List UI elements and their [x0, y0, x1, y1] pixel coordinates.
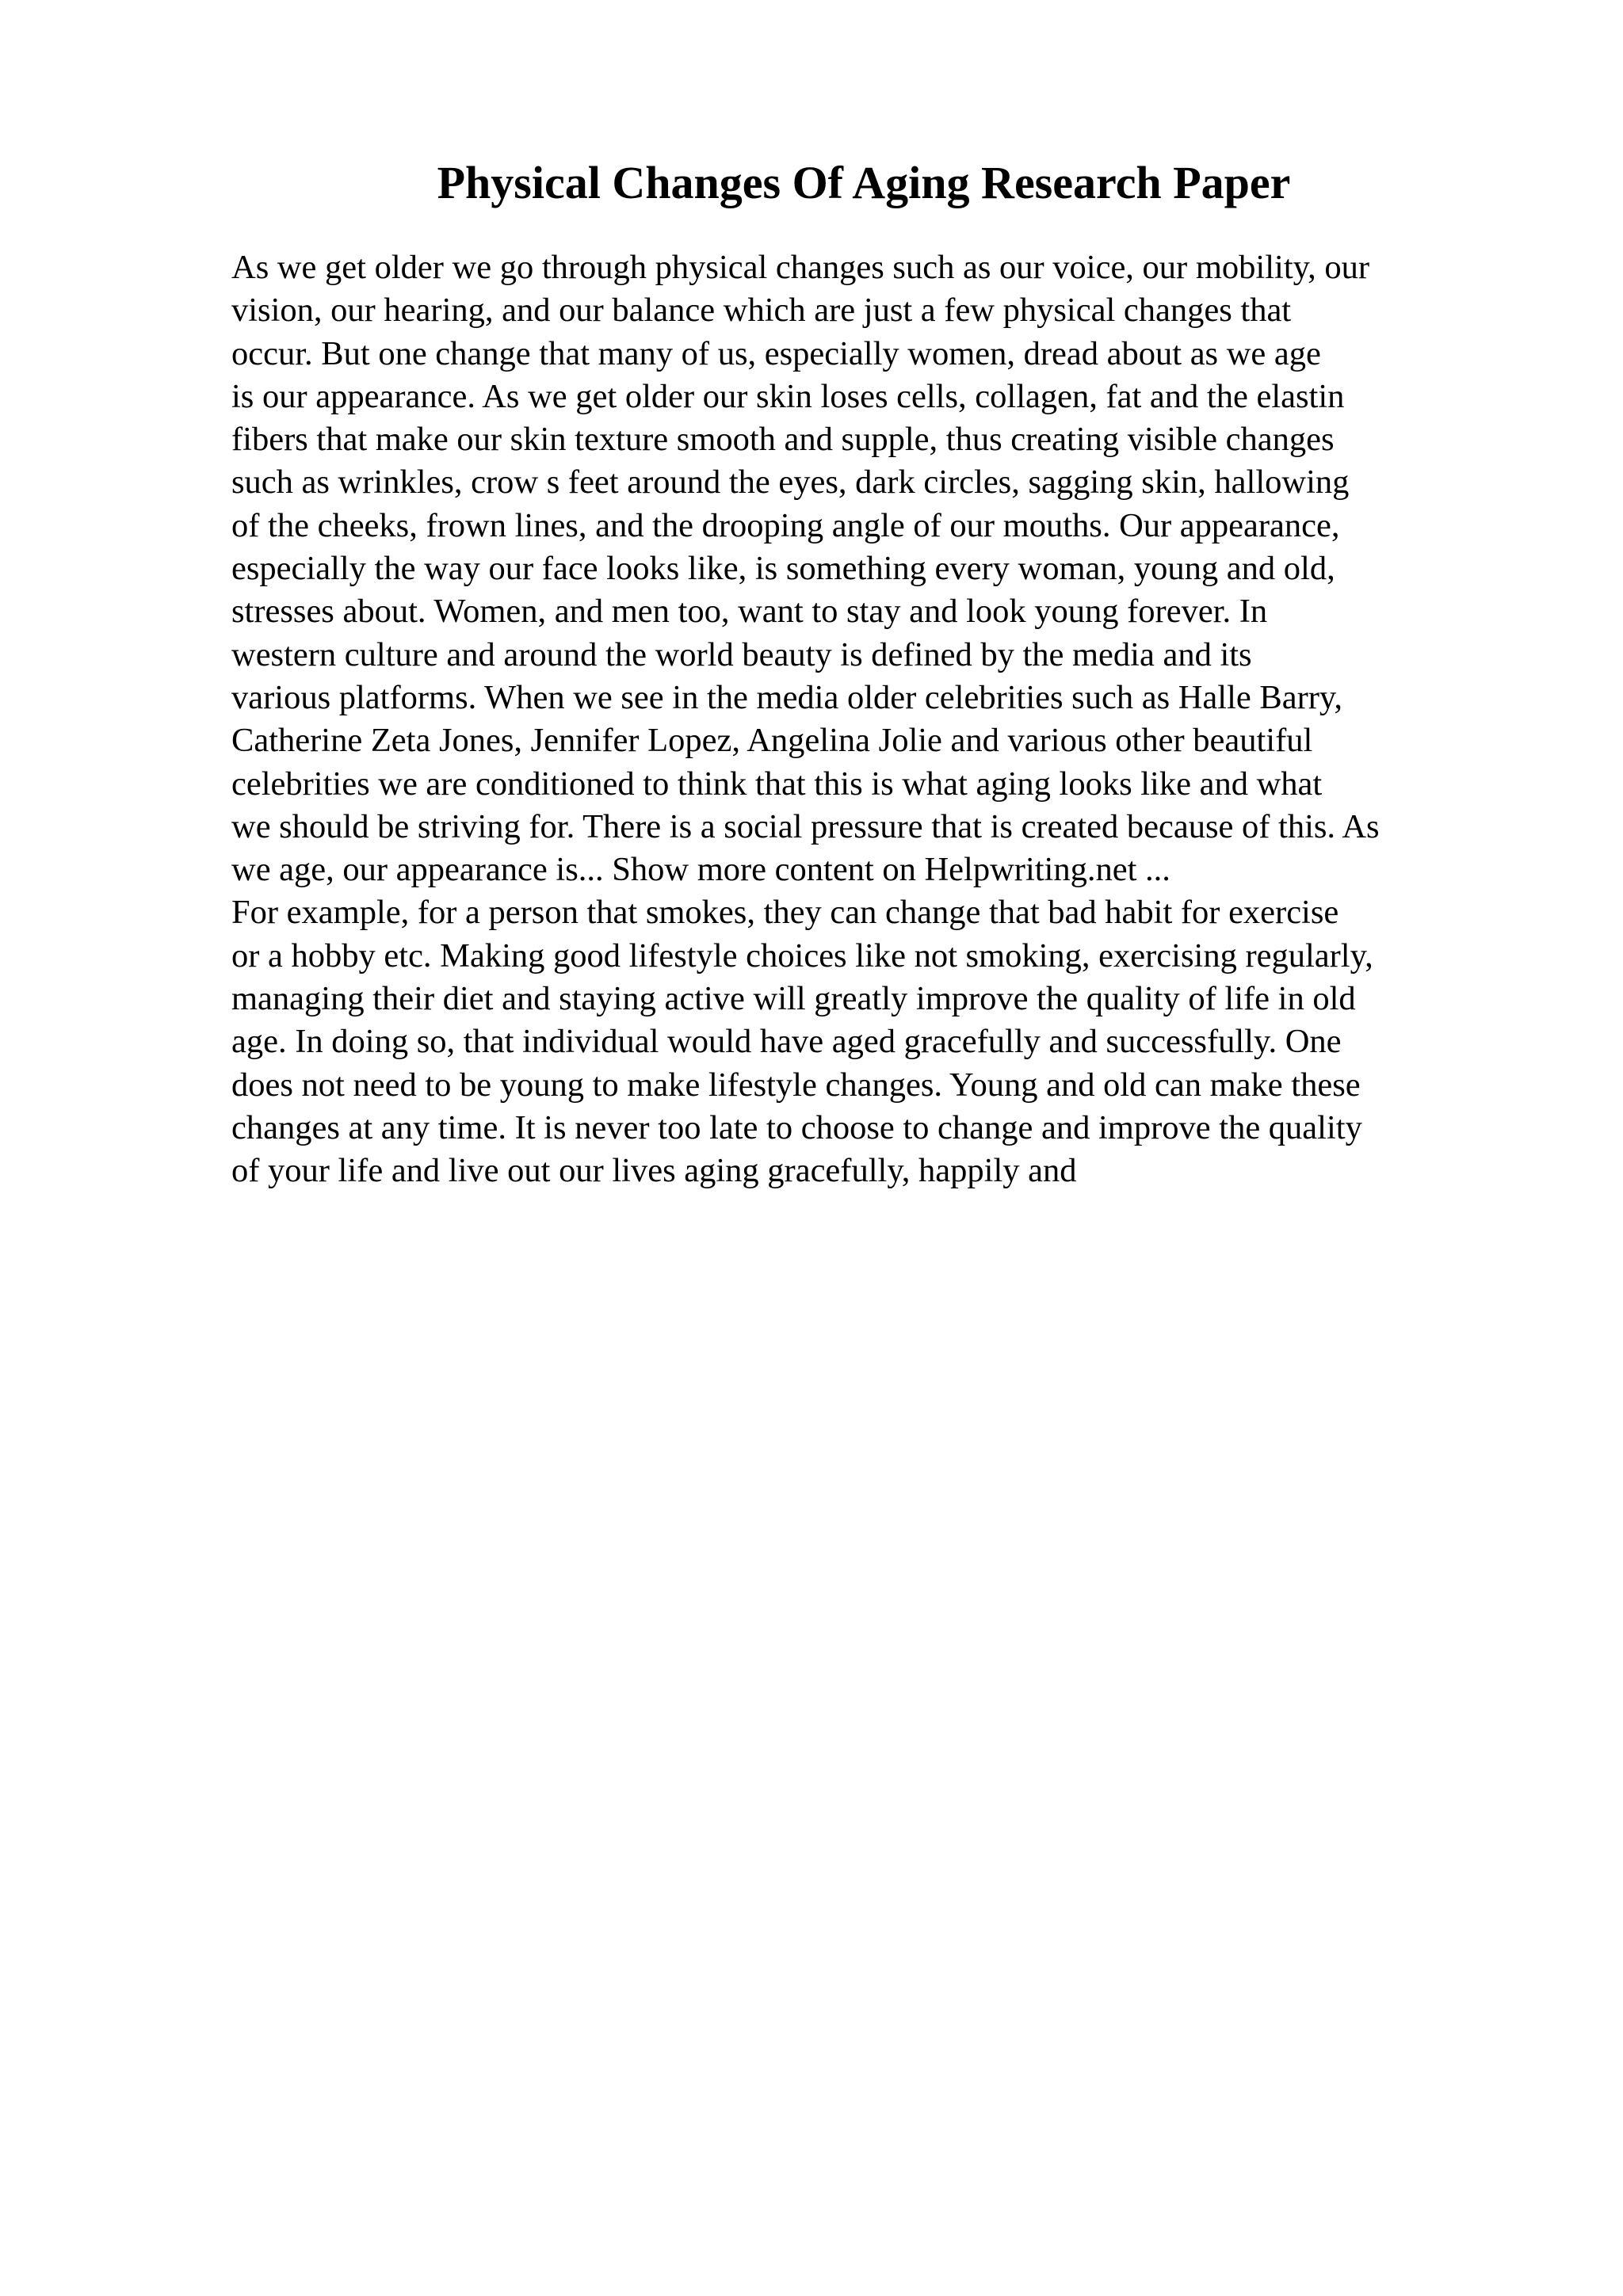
body-line: we should be striving for. There is a social pressure that is created because of this. As: [231, 807, 1380, 845]
body-line: Catherine Zeta Jones, Jennifer Lopez, Angelina Jolie and various other beautiful: [231, 722, 1313, 760]
body-line: changes at any time. It is never too late to choose to change and improve the quality: [231, 1108, 1362, 1146]
body-line: of your life and live out our lives aging gracefully, happily and: [231, 1152, 1077, 1190]
body-line: vision, our hearing, and our balance which are just a few physical changes that: [231, 292, 1292, 330]
body-line: various platforms. When we see in the media older celebrities such as Halle Barry,: [231, 678, 1343, 716]
body-line: managing their diet and staying active will greatly improve the quality of life in old: [231, 980, 1356, 1018]
body-line: celebrities we are conditioned to think that this is what aging looks like and what: [231, 765, 1323, 803]
body-line: especially the way our face looks like, is something every woman, young and old,: [231, 550, 1335, 588]
body-line: of the cheeks, frown lines, and the drooping angle of our mouths. Our appearance,: [231, 506, 1340, 544]
body-line: occur. But one change that many of us, especially women, dread about as we age: [231, 334, 1321, 372]
body-line: age. In doing so, that individual would have aged gracefully and successfully. One: [231, 1023, 1342, 1061]
body-line: does not need to be young to make lifestyle changes. Young and old can make these: [231, 1066, 1361, 1104]
body-line: As we get older we go through physical changes such as our voice, our mobility, our: [231, 249, 1370, 286]
document-body: [231, 246, 1499, 1193]
body-line: or a hobby etc. Making good lifestyle choices like not smoking, exercising regularly,: [231, 936, 1373, 974]
body-line: fibers that make our skin texture smooth and supple, thus creating visible changes: [231, 421, 1335, 459]
body-line: stresses about. Women, and men too, want to stay and look young forever. In: [231, 593, 1268, 631]
body-line: western culture and around the world beauty is defined by the media and its: [231, 635, 1252, 673]
body-line: is our appearance. As we get older our skin loses cells, collagen, fat and the elastin: [231, 377, 1345, 415]
document-title: Physical Changes Of Aging Research Paper: [437, 157, 1291, 208]
body-line: For example, for a person that smokes, they can change that bad habit for exercise: [231, 894, 1339, 932]
body-line: we age, our appearance is... Show more content on Helpwriting.net ...: [231, 851, 1170, 889]
body-line: such as wrinkles, crow s feet around the eyes, dark circles, sagging skin, hallowing: [231, 463, 1350, 502]
